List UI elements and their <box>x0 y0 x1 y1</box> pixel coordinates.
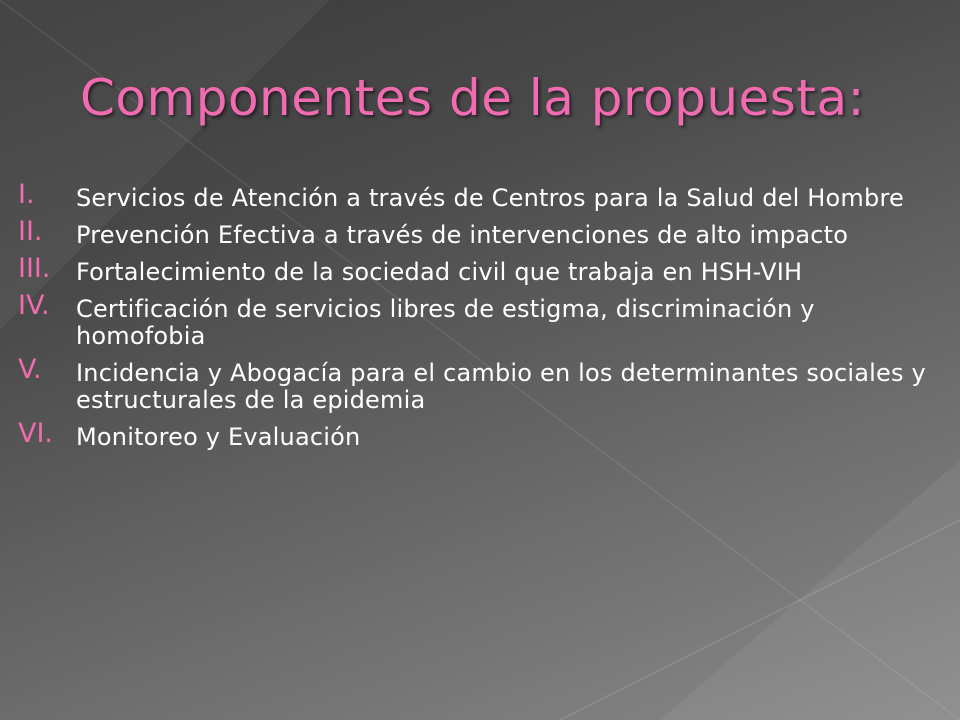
component-list <box>18 180 943 456</box>
list-numeral: IV. <box>18 290 50 321</box>
list-item <box>18 291 943 350</box>
list-item-text: Incidencia y Abogacía para el cambio en los determinantes sociales y estructurales de la epidemia <box>76 359 926 414</box>
list-numeral: V. <box>18 354 42 385</box>
list-item-text: Prevención Efectiva a través de intervenciones de alto impacto <box>76 221 849 249</box>
list-numeral: VI. <box>18 418 54 449</box>
list-item-text: Certificación de servicios libres de estigma, discriminación y homofobia <box>76 295 815 350</box>
list-numeral: I. <box>18 179 35 210</box>
list-numeral: III. <box>18 253 51 284</box>
list-item <box>18 217 943 249</box>
list-item-text: Fortalecimiento de la sociedad civil que trabaja en HSH-VIH <box>76 258 803 286</box>
list-item <box>18 254 943 286</box>
list-item <box>18 355 943 414</box>
list-item <box>18 180 943 212</box>
slide-title: Componentes de la propuesta: <box>80 69 865 127</box>
background-triangle-bottom-right <box>660 460 960 720</box>
list-item-text: Servicios de Atención a través de Centros para la Salud del Hombre <box>76 184 904 212</box>
list-item <box>18 419 943 451</box>
list-numeral: II. <box>18 216 43 247</box>
list-item-text: Monitoreo y Evaluación <box>76 423 361 451</box>
